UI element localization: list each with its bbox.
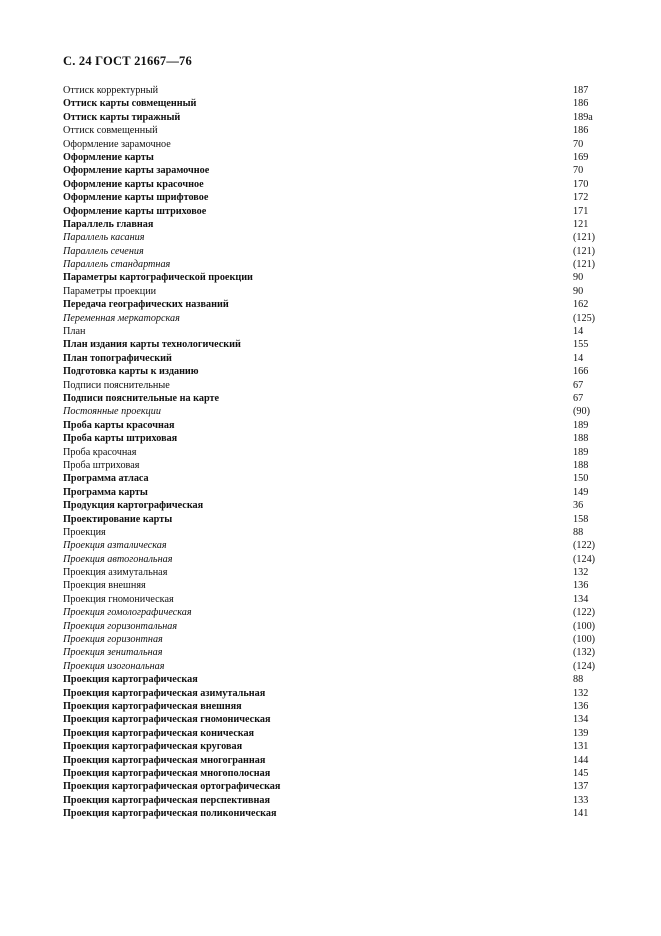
index-term: Параллель сечения	[63, 245, 144, 257]
index-entry	[63, 566, 623, 579]
index-entry	[63, 499, 623, 512]
index-term-number: 90	[573, 272, 584, 284]
index-term: Подписи пояснительные на карте	[63, 392, 219, 404]
index-term-number: 144	[573, 754, 589, 766]
index-entry	[63, 633, 623, 646]
index-term: Параллель касания	[63, 232, 145, 244]
index-entry	[63, 164, 623, 177]
index-entry	[63, 191, 623, 204]
index-entry	[63, 593, 623, 606]
index-term: Проба штриховая	[63, 459, 140, 471]
index-entry	[63, 419, 623, 432]
index-term-number: 36	[573, 500, 584, 512]
index-term: Параметры картографической проекции	[63, 272, 253, 284]
index-entry	[63, 700, 623, 713]
index-term-number: 131	[573, 741, 589, 753]
index-term-number: 169	[573, 151, 589, 163]
index-term: Оформление карты шрифтовое	[63, 192, 209, 204]
index-term: Проекция картографическая многогранная	[63, 754, 266, 766]
index-entry	[63, 111, 623, 124]
index-term: Оформление карты	[63, 151, 154, 163]
index-term-number: 121	[573, 218, 589, 230]
index-term: Проекция зенитальная	[63, 647, 163, 659]
index-term: Проекция азимутальная	[63, 567, 168, 579]
index-entry	[63, 660, 623, 673]
index-term-number: (90)	[573, 406, 590, 418]
index-term-number: (121)	[573, 245, 596, 257]
index-term-number: 171	[573, 205, 589, 217]
index-entry	[63, 432, 623, 445]
index-term-number: 90	[573, 285, 584, 297]
index-term: Параметры проекции	[63, 285, 157, 297]
index-term: Оформление карты зарамочное	[63, 165, 210, 177]
index-term-number: (124)	[573, 660, 596, 672]
index-term-number: 132	[573, 567, 589, 579]
index-term-number: 188	[573, 433, 589, 445]
index-term-number: 149	[573, 486, 589, 498]
index-term-number: 150	[573, 473, 589, 485]
index-term-number: 88	[573, 526, 584, 538]
index-term: Проекция картографическая многополосная	[63, 767, 271, 779]
index-term: Подписи пояснительные	[63, 379, 170, 391]
index-term-number: (124)	[573, 553, 596, 565]
index-term: Проекция изогональная	[63, 660, 165, 672]
index-term: Проекция горизонтная	[63, 634, 163, 646]
index-term-number: 67	[573, 379, 584, 391]
index-term: Оттиск корректурный	[63, 85, 159, 96]
index-term-number: (121)	[573, 259, 596, 271]
index-term-number: 186	[573, 98, 589, 110]
index-term-number: 172	[573, 192, 589, 204]
index-term: Проекция горизонтальная	[63, 620, 178, 632]
index-term-number: 132	[573, 687, 589, 699]
index-term: Проекция картографическая круговая	[63, 741, 243, 753]
index-term-number: 186	[573, 125, 589, 137]
index-term-number: 67	[573, 392, 584, 404]
index-term: Проекция внешняя	[63, 580, 146, 592]
index-term-number: 187	[573, 85, 589, 96]
index-term-number: 14	[573, 326, 584, 338]
index-term: Параллель главная	[63, 218, 154, 230]
index-entry	[63, 405, 623, 418]
index-term: Оттиск совмещенный	[63, 125, 158, 137]
index-term: Проба карты штриховая	[63, 433, 178, 445]
index-entry	[63, 539, 623, 552]
index-term: Проекция картографическая внешняя	[63, 700, 242, 712]
index-entry	[63, 178, 623, 191]
index-entry	[63, 231, 623, 244]
index-entry	[63, 459, 623, 472]
index-term-number: 141	[573, 808, 589, 820]
index-term-number: 145	[573, 767, 589, 779]
index-entry	[63, 325, 623, 338]
index-term-number: 70	[573, 138, 584, 150]
index-term: Проекция автогональная	[63, 553, 173, 565]
index-term: Проба красочная	[63, 446, 137, 458]
index-entry	[63, 379, 623, 392]
index-term: Проекция картографическая поликоническая	[63, 808, 277, 820]
index-term: Оттиск карты тиражный	[63, 111, 181, 123]
index-entry	[63, 151, 623, 164]
index-term: Оформление карты красочное	[63, 178, 204, 190]
index-term-number: (100)	[573, 634, 596, 646]
index-term-number: 189	[573, 419, 589, 431]
index-term: Проекция картографическая гномоническая	[63, 714, 271, 726]
index-entry	[63, 97, 623, 110]
index-term: Проекция	[63, 526, 106, 538]
index-term: Проектирование карты	[63, 513, 173, 525]
index-term-number: 134	[573, 593, 589, 605]
index-term-number: 139	[573, 727, 589, 739]
index-entry	[63, 298, 623, 311]
index-entry	[63, 740, 623, 753]
index-entry	[63, 513, 623, 526]
index-term-number: 137	[573, 781, 589, 793]
index-entry	[63, 646, 623, 659]
index-term: Проекция картографическая	[63, 674, 198, 686]
index-term: Проекция картографическая ортографическая	[63, 781, 281, 793]
index-term: Проекция картографическая азимутальная	[63, 687, 266, 699]
index-entry	[63, 218, 623, 231]
index-term-number: (122)	[573, 540, 596, 552]
index-term-number: 134	[573, 714, 589, 726]
index-entry	[63, 754, 623, 767]
index-term: Проекция картографическая перспективная	[63, 794, 270, 806]
index-term-number: 188	[573, 459, 589, 471]
index-entry	[63, 713, 623, 726]
index-term: Переменная меркаторская	[63, 312, 180, 324]
index-term: Подготовка карты к изданию	[63, 366, 199, 378]
index-term-number: (122)	[573, 607, 596, 619]
index-term-number: 133	[573, 794, 589, 806]
index-entry	[63, 780, 623, 793]
index-term: Оттиск карты совмещенный	[63, 98, 197, 110]
index-entry	[63, 312, 623, 325]
index-entry	[63, 807, 623, 820]
index-term-number: (121)	[573, 232, 596, 244]
index-entry	[63, 446, 623, 459]
index-term-number: 158	[573, 513, 589, 525]
index-entry	[63, 338, 623, 351]
index-term-number: 14	[573, 352, 584, 364]
index-entry	[63, 271, 623, 284]
index-entry	[63, 673, 623, 686]
index-entry	[63, 727, 623, 740]
page-header: С. 24 ГОСТ 21667—76	[63, 54, 192, 68]
index-term-number: 155	[573, 339, 589, 351]
index-term: Продукция картографическая	[63, 500, 204, 512]
index-term: Передача географических названий	[63, 299, 229, 311]
index-term-number: 70	[573, 165, 584, 177]
index-term: Проекция гномоническая	[63, 593, 174, 605]
index-term: Оформление карты штриховое	[63, 205, 207, 217]
index-term: План	[63, 326, 86, 338]
index-term-number: 162	[573, 299, 589, 311]
index-entry	[63, 472, 623, 485]
index-entry	[63, 526, 623, 539]
index-term: Проекция азталическая	[63, 540, 167, 552]
index-term: Проба карты красочная	[63, 419, 175, 431]
index-entry	[63, 258, 623, 271]
index-entry	[63, 205, 623, 218]
index-term-number: (132)	[573, 647, 596, 659]
index-entry	[63, 794, 623, 807]
index-term-number: 166	[573, 366, 589, 378]
index-term: Постоянные проекции	[63, 406, 161, 418]
index-entry	[63, 553, 623, 566]
index-term: План топографический	[63, 352, 172, 364]
index-term-number: (125)	[573, 312, 596, 324]
index-term: Программа атласа	[63, 473, 149, 485]
index-entry	[63, 579, 623, 592]
index-entry	[63, 365, 623, 378]
index-term-number: 88	[573, 674, 584, 686]
term-index-list	[63, 84, 623, 820]
index-term-number: 136	[573, 700, 589, 712]
index-entry	[63, 486, 623, 499]
index-entry	[63, 245, 623, 258]
index-entry	[63, 138, 623, 151]
index-entry	[63, 392, 623, 405]
index-entry	[63, 285, 623, 298]
index-entry	[63, 352, 623, 365]
index-term-number: (100)	[573, 620, 596, 632]
index-entry	[63, 606, 623, 619]
index-term-number: 170	[573, 178, 589, 190]
index-term: Параллель стандартная	[63, 259, 171, 271]
index-entry	[63, 687, 623, 700]
index-entry	[63, 84, 623, 97]
index-entry	[63, 124, 623, 137]
index-term-number: 189а	[573, 111, 593, 123]
index-term: План издания карты технологический	[63, 339, 241, 351]
index-entry	[63, 620, 623, 633]
index-term: Оформление зарамочное	[63, 138, 171, 150]
index-term-number: 189	[573, 446, 589, 458]
index-entry	[63, 767, 623, 780]
index-term-number: 136	[573, 580, 589, 592]
index-term: Проекция гомолографическая	[63, 607, 192, 619]
index-term: Программа карты	[63, 486, 148, 498]
index-term: Проекция картографическая коническая	[63, 727, 255, 739]
